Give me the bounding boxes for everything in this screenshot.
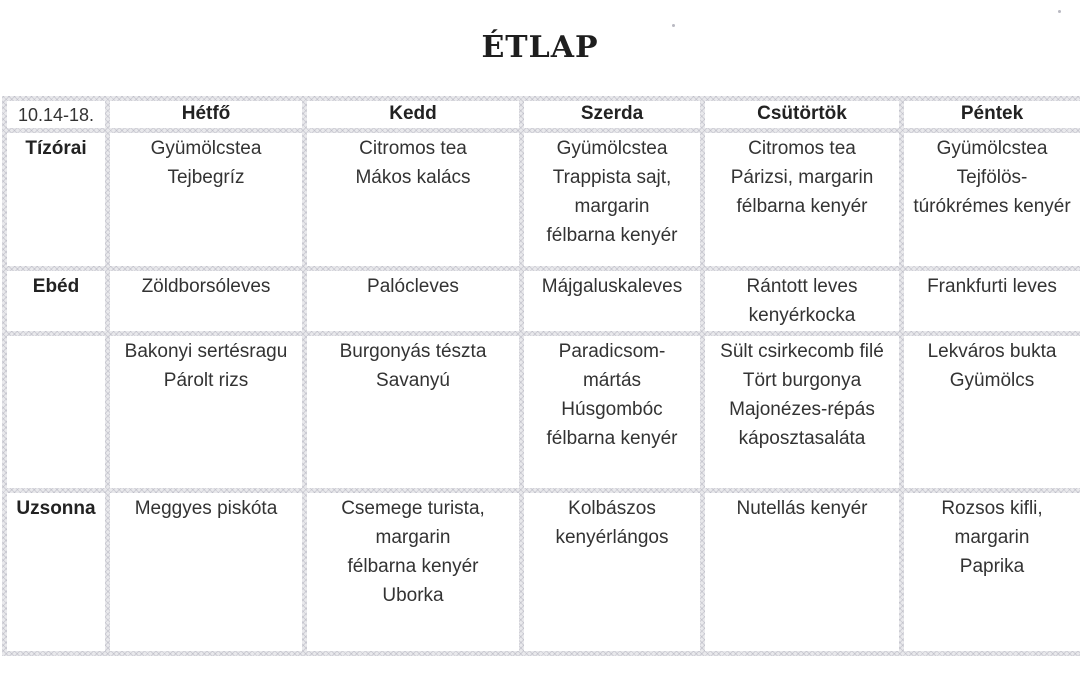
- meal-label-ebed-main: [7, 336, 105, 488]
- table-row: [7, 271, 1080, 331]
- menu-cell: Bakonyi sertésragu Párolt rizs: [110, 336, 302, 488]
- menu-cell: Sült csirkecomb filé Tört burgonya Majonézes-répás káposztasaláta: [705, 336, 899, 488]
- menu-cell: Zöldborsóleves: [110, 271, 302, 331]
- scan-speck: [672, 24, 675, 27]
- menu-cell: Paradicsom- mártás Húsgombóc félbarna kenyér: [524, 336, 700, 488]
- day-header-wednesday: Szerda: [524, 101, 700, 128]
- table-row: [7, 133, 1080, 266]
- day-header-monday: Hétfő: [110, 101, 302, 128]
- menu-cell: Citromos tea Mákos kalács: [307, 133, 519, 266]
- menu-cell: Nutellás kenyér: [705, 493, 899, 651]
- menu-cell: Burgonyás tészta Savanyú: [307, 336, 519, 488]
- menu-table: [2, 96, 1080, 656]
- meal-label-ebed: Ebéd: [7, 271, 105, 331]
- menu-cell: Meggyes piskóta: [110, 493, 302, 651]
- table-row: [7, 493, 1080, 651]
- page-title: ÉTLAP: [481, 30, 599, 65]
- scan-speck: [1058, 10, 1061, 13]
- table-row: [7, 336, 1080, 488]
- meal-label-uzsonna: Uzsonna: [7, 493, 105, 651]
- menu-cell: Kolbászos kenyérlángos: [524, 493, 700, 651]
- day-header-thursday: Csütörtök: [705, 101, 899, 128]
- header-row: [7, 101, 1080, 128]
- menu-cell: Gyümölcstea Trappista sajt, margarin félbarna kenyér: [524, 133, 700, 266]
- menu-cell: Rozsos kifli, margarin Paprika: [904, 493, 1080, 651]
- menu-cell: Citromos tea Párizsi, margarin félbarna kenyér: [705, 133, 899, 266]
- menu-cell: Palócleves: [307, 271, 519, 331]
- day-header-friday: Péntek: [904, 101, 1080, 128]
- menu-cell: Lekváros bukta Gyümölcs: [904, 336, 1080, 488]
- date-range: 10.14-18.: [7, 101, 105, 128]
- menu-cell: Májgaluskaleves: [524, 271, 700, 331]
- menu-cell: Frankfurti leves: [904, 271, 1080, 331]
- meal-label-tizorai: Tízórai: [7, 133, 105, 266]
- day-header-tuesday: Kedd: [307, 101, 519, 128]
- menu-cell: Csemege turista, margarin félbarna kenyér Uborka: [307, 493, 519, 651]
- menu-cell: Rántott leves kenyérkocka: [705, 271, 899, 331]
- menu-cell: Gyümölcstea Tejbegríz: [110, 133, 302, 266]
- menu-cell: Gyümölcstea Tejfölös- túrókrémes kenyér: [904, 133, 1080, 266]
